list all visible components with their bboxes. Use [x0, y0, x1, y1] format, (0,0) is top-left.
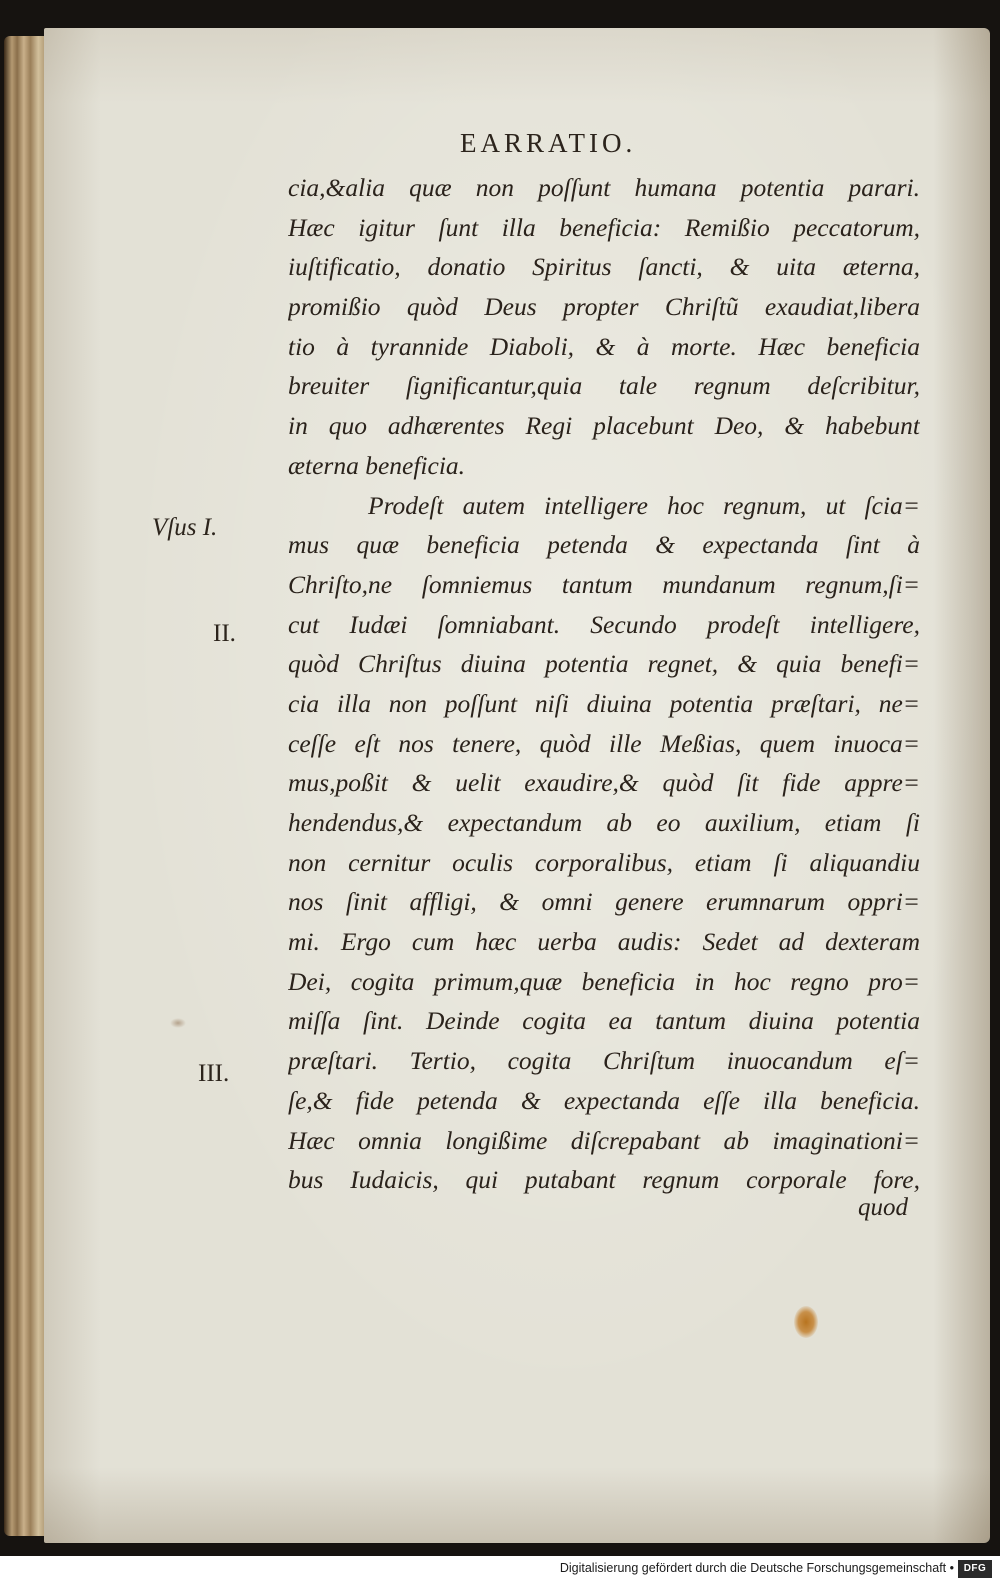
text-line: æterna beneficia. [288, 450, 466, 480]
dfg-logo-icon: DFG [958, 1560, 992, 1578]
footer-attribution: Digitalisierung gefördert durch die Deutsche Forschungsgemeinschaft • [559, 1561, 954, 1575]
catchword: quod [858, 1194, 908, 1221]
text-line: promißio quòd Deus propter Chriſtũ exaudiat,libera [288, 292, 920, 322]
body-text [288, 168, 920, 1200]
text-line: mi. Ergo cum hæc uerba audis: Sedet ad dexteram [288, 927, 920, 957]
text-line: ſe,& fide petenda & expectanda eſſe illa beneficia. [288, 1085, 920, 1115]
text-line: miſſa ſint. Deinde cogita ea tantum diuina potentia [288, 1006, 920, 1036]
paper-speck [170, 1018, 186, 1028]
text-line: Hæc igitur ſunt illa beneficia: Remißio peccatorum, [288, 212, 920, 242]
text-line: non cernitur oculis corporalibus, etiam ſi aliquandiu [288, 847, 920, 877]
text-line: ceſſe eſt nos tenere, quòd ille Meßias, quem inuoca= [288, 728, 920, 758]
text-line: hendendus,& expectandum ab eo auxilium, etiam ſi [288, 808, 920, 837]
text-line: breuiter ſignificantur,quia tale regnum deſcribitur, [288, 371, 920, 401]
margin-note-usus-1: Vſus I. [152, 514, 218, 541]
text-line: cia,&alia quæ non poſſunt humana potentia parari. [288, 173, 920, 202]
text-line: bus Iudaicis, qui putabant regnum corporale fore, [288, 1165, 920, 1195]
text-line: tio à tyrannide Diaboli, & à morte. Hæc beneficia [288, 331, 920, 361]
text-line: in quo adhærentes Regi placebunt Deo, & habebunt [288, 411, 920, 441]
book-fore-edge [4, 36, 48, 1536]
text-line: Dei, cogita primum,quæ beneficia in hoc regno pro= [288, 966, 920, 996]
text-line: mus,poßit & uelit exaudire,& quòd ſit fide appre= [288, 768, 920, 798]
text-line: Hæc omnia longißime diſcrepabant ab imaginationi= [288, 1125, 920, 1155]
text-line: mus quæ beneficia petenda & expectanda ſint à [288, 530, 920, 560]
text-line: Chriſto,ne ſomniemus tantum mundanum regnum,ſi= [288, 569, 920, 599]
text-line: quòd Chriſtus diuina potentia regnet, & quia benefi= [288, 649, 920, 679]
running-head: EARRATIO. [460, 128, 637, 158]
text-line: Prodeſt autem intelligere hoc regnum, ut ſcia= [368, 490, 920, 520]
margin-note-usus-2: II. [213, 620, 236, 647]
text-line: cut Iudæi ſomniabant. Secundo prodeſt intelligere, [288, 609, 920, 639]
margin-note-usus-3: III. [198, 1060, 230, 1087]
paper-stain [794, 1306, 818, 1338]
text-line: cia illa non poſſunt niſi diuina potentia præſtari, ne= [288, 688, 920, 718]
text-line: nos ſinit affligi, & omni genere erumnarum oppri= [288, 887, 920, 917]
digitization-footer [0, 1556, 1000, 1583]
text-line: præſtari. Tertio, cogita Chriſtum inuocandum eſ= [288, 1046, 920, 1076]
text-line: iuſtificatio, donatio Spiritus ſancti, & uita æterna, [288, 252, 920, 282]
